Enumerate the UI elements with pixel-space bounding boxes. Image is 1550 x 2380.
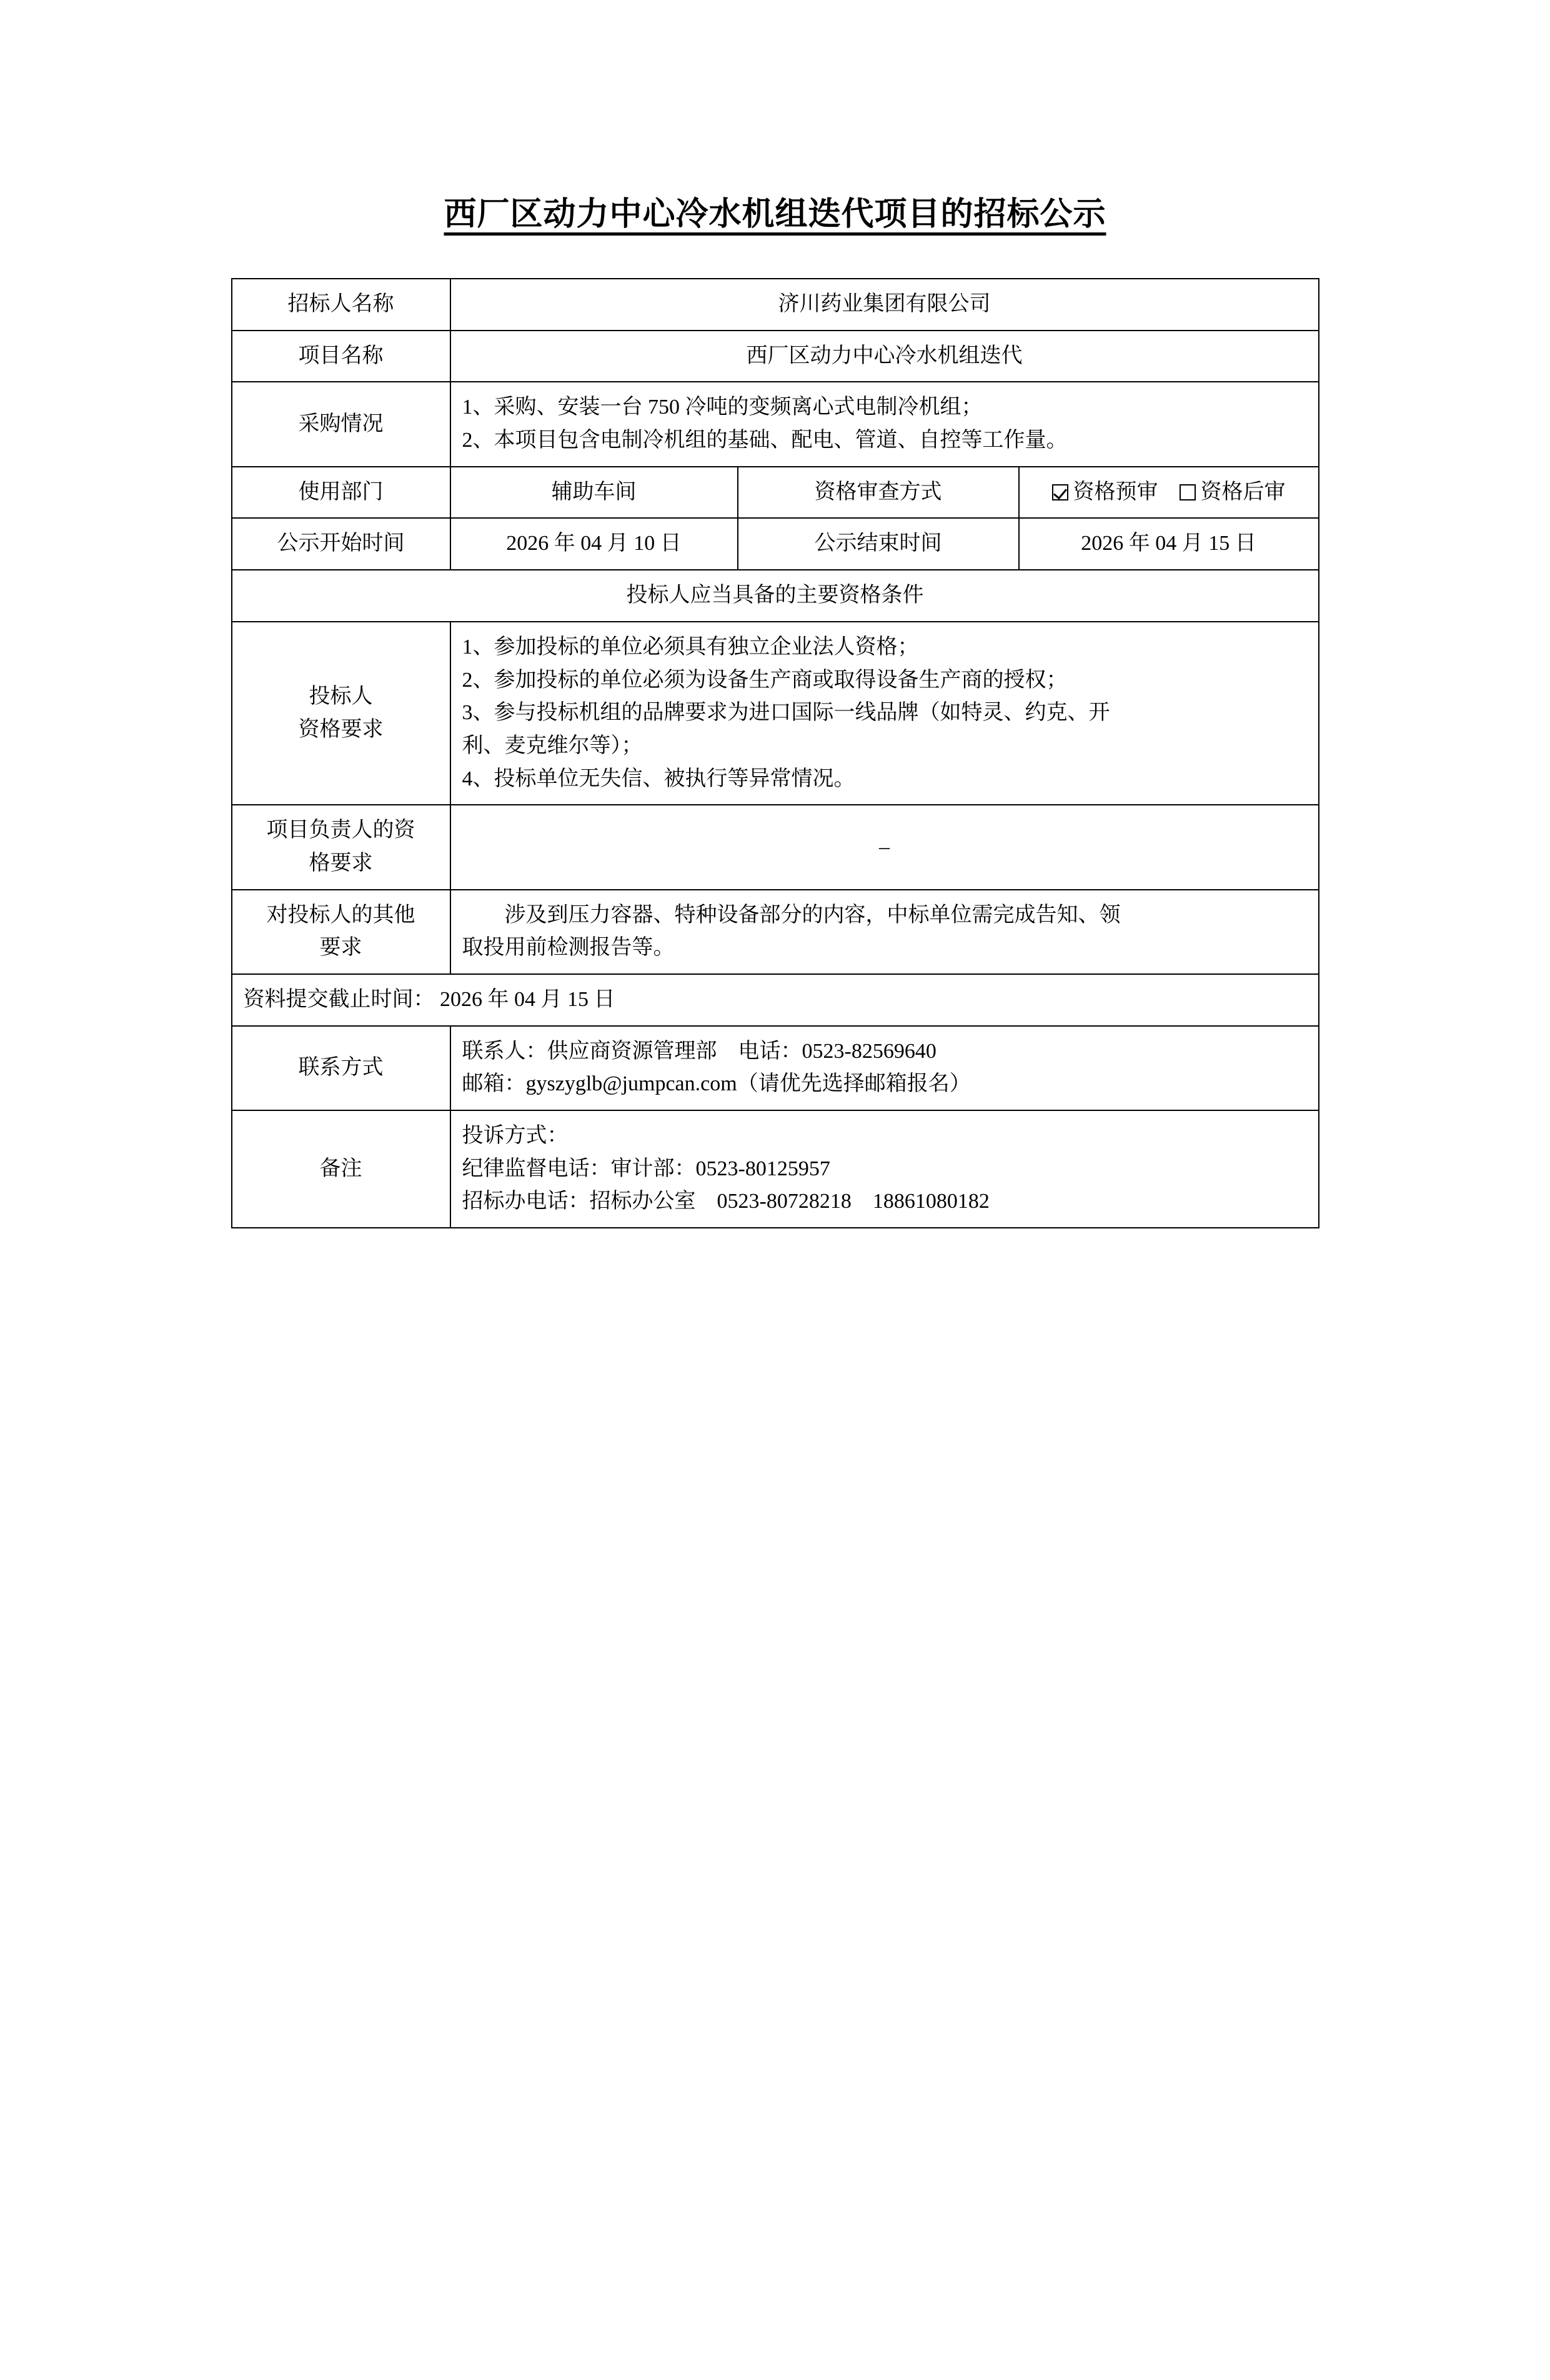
checkbox-checked-icon[interactable] bbox=[1052, 484, 1068, 500]
table-row bbox=[232, 805, 1319, 889]
other-requirement-label bbox=[232, 890, 450, 974]
checkbox-empty-icon[interactable] bbox=[1180, 484, 1196, 500]
department-value: 辅助车间 bbox=[450, 467, 738, 519]
other-requirement-label-line-2: 要求 bbox=[319, 936, 362, 960]
bidder-requirement-label-line-1: 投标人 bbox=[309, 684, 373, 708]
note-label: 备注 bbox=[232, 1110, 450, 1228]
project-name-label: 项目名称 bbox=[232, 331, 450, 382]
qualification-post-label: 资格后审 bbox=[1200, 480, 1286, 504]
table-row bbox=[232, 622, 1319, 805]
department-label: 使用部门 bbox=[232, 467, 450, 519]
table-row bbox=[232, 467, 1319, 519]
other-requirement-line-2: 取投用前检测报告等。 bbox=[462, 936, 675, 960]
table-row bbox=[232, 890, 1319, 974]
qualification-pre-label: 资格预审 bbox=[1073, 480, 1158, 504]
table-row bbox=[232, 518, 1319, 570]
bidder-requirement-line-2: 2、参加投标的单位必须为设备生产商或取得设备生产商的授权； bbox=[462, 668, 1068, 692]
section-header-qualification: 投标人应当具备的主要资格条件 bbox=[232, 570, 1319, 622]
table-row bbox=[232, 279, 1319, 331]
qualification-method-label: 资格审查方式 bbox=[738, 467, 1019, 519]
note-line-1: 投诉方式： bbox=[462, 1124, 569, 1148]
purchase-line-2: 2、本项目包含电制冷机组的基础、配电、管道、自控等工作量。 bbox=[462, 429, 1068, 452]
bidder-requirement-label-line-2: 资格要求 bbox=[298, 717, 384, 741]
table-row bbox=[232, 570, 1319, 622]
purchase-label: 采购情况 bbox=[232, 382, 450, 466]
purchase-value bbox=[450, 382, 1319, 466]
table-row bbox=[232, 331, 1319, 382]
bidder-name-label: 招标人名称 bbox=[232, 279, 450, 331]
bidder-requirement-line-3: 3、参与投标机组的品牌要求为进口国际一线品牌（如特灵、约克、开 bbox=[462, 701, 1110, 725]
document-page bbox=[0, 187, 1550, 2380]
project-name-value: 西厂区动力中心冷水机组迭代 bbox=[450, 331, 1319, 382]
bidder-requirement-line-1: 1、参加投标的单位必须具有独立企业法人资格； bbox=[462, 635, 919, 659]
contact-label: 联系方式 bbox=[232, 1026, 450, 1110]
contact-value bbox=[450, 1026, 1319, 1110]
bidder-requirement-line-3b: 利、麦克维尔等）； bbox=[462, 734, 643, 757]
qualification-pre-option[interactable] bbox=[1052, 480, 1158, 504]
other-requirement-label-line-1: 对投标人的其他 bbox=[266, 903, 415, 927]
publish-end-label: 公示结束时间 bbox=[738, 518, 1019, 570]
table-row bbox=[232, 1110, 1319, 1228]
manager-requirement-label-line-1: 项目负责人的资 bbox=[266, 819, 415, 842]
bidder-requirement-value bbox=[450, 622, 1319, 805]
publish-end-value: 2026 年 04 月 15 日 bbox=[1019, 518, 1319, 570]
other-requirement-value bbox=[450, 890, 1319, 974]
qualification-method-options bbox=[1019, 467, 1319, 519]
note-line-2: 纪律监督电话：审计部：0523-80125957 bbox=[462, 1157, 830, 1180]
table-row bbox=[232, 974, 1319, 1026]
page-title: 西厂区动力中心冷水机组迭代项目的招标公示 bbox=[444, 197, 1106, 232]
bidder-requirement-line-4: 4、投标单位无失信、被执行等异常情况。 bbox=[462, 767, 855, 790]
announcement-table bbox=[231, 278, 1319, 1228]
bidder-name-value: 济川药业集团有限公司 bbox=[450, 279, 1319, 331]
table-row bbox=[232, 382, 1319, 466]
manager-requirement-label bbox=[232, 805, 450, 889]
contact-line-1: 联系人：供应商资源管理部 电话：0523-82569640 bbox=[462, 1039, 936, 1063]
purchase-line-1: 1、采购、安装一台 750 冷吨的变频离心式电制冷机组； bbox=[462, 396, 983, 419]
publish-start-label: 公示开始时间 bbox=[232, 518, 450, 570]
manager-requirement-label-line-2: 格要求 bbox=[309, 851, 373, 875]
publish-start-value: 2026 年 04 月 10 日 bbox=[450, 518, 738, 570]
submission-deadline: 资料提交截止时间： 2026 年 04 月 15 日 bbox=[232, 974, 1319, 1026]
qualification-post-option[interactable] bbox=[1180, 480, 1286, 504]
note-value bbox=[450, 1110, 1319, 1228]
manager-requirement-value: – bbox=[450, 805, 1319, 889]
table-row bbox=[232, 1026, 1319, 1110]
other-requirement-line-1: 涉及到压力容器、特种设备部分的内容，中标单位需完成告知、领 bbox=[504, 903, 1121, 927]
bidder-requirement-label bbox=[232, 622, 450, 805]
note-line-3: 招标办电话：招标办公室 0523-80728218 18861080182 bbox=[462, 1190, 990, 1213]
contact-line-2: 邮箱：gyszyglb@jumpcan.com（请优先选择邮箱报名） bbox=[462, 1072, 971, 1096]
